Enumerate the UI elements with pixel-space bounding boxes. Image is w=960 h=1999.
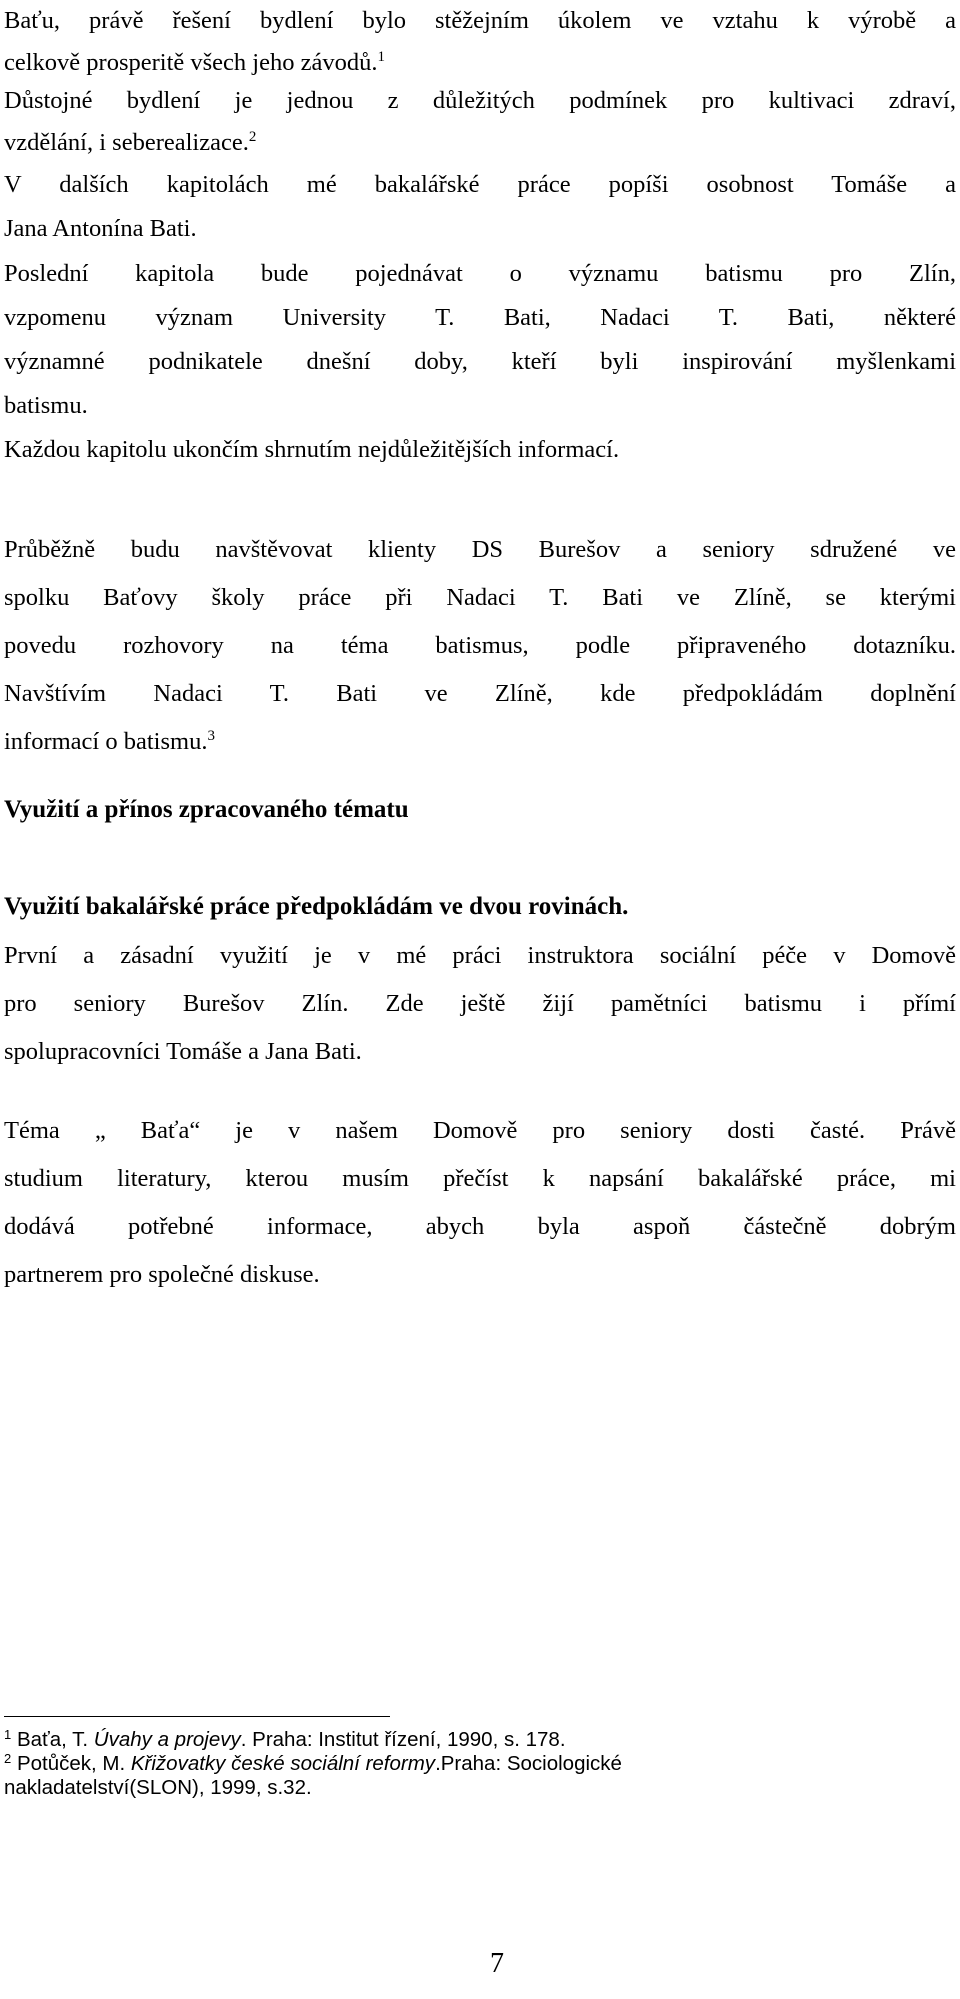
footnote-number: 1 <box>4 1727 12 1742</box>
text-line: Poslední kapitola bude pojednávat o významu batismu pro Zlín, <box>4 260 956 287</box>
paragraph-bata-topic <box>4 1107 956 1299</box>
subsection-heading: Využití bakalářské práce předpokládám ve dvou rovinách. <box>4 893 629 920</box>
section-heading: Využití a přínos zpracovaného tématu <box>4 796 409 823</box>
footnote-number: 2 <box>4 1751 12 1766</box>
paragraph-last-chapter <box>4 252 956 428</box>
footnote-separator <box>4 1716 390 1717</box>
text-line: významné podnikatele dnešní doby, kteří byli inspirování myšlenkami <box>4 348 956 375</box>
footnote-ref: 2 <box>248 129 257 145</box>
footnote-2: $^2$ Potůček, M. Křižovatky české sociální reformy.Praha: Sociologické nakladatelství(SLON), 1999, s.32. <box>4 1751 622 1799</box>
text-line: informací o batismu. <box>4 728 208 755</box>
paragraph-first-use <box>4 932 956 1076</box>
text-line: vzpomenu význam University T. Bati, Nadaci T. Bati, některé <box>4 304 956 331</box>
text-line: spolupracovníci Tomáše a Jana Bati. <box>4 1038 362 1065</box>
text-line: Každou kapitolu ukončím shrnutím nejdůležitějších informací. <box>4 436 620 463</box>
paragraph-visits <box>4 526 956 766</box>
text-line: Téma „ Baťa“ je v našem Domově pro seniory dosti časté. Právě <box>4 1117 956 1144</box>
page-number: 7 <box>490 1948 504 1979</box>
text-line: studium literatury, kterou musím přečíst k napsání bakalářské práce, mi <box>4 1165 956 1192</box>
paragraph-summary <box>4 428 956 472</box>
text-line: batismu. <box>4 392 88 419</box>
footnote-title: Úvahy a projevy <box>93 1728 241 1751</box>
text-line: Baťu, právě řešení bydlení bylo stěžejním úkolem ve vztahu k výrobě a <box>4 7 956 34</box>
footnote-ref: 1 <box>377 49 385 65</box>
footnote-1: $^1$ Baťa, T. Úvahy a projevy. Praha: Institut řízení, 1990, s. 178. <box>4 1727 566 1751</box>
text-line: Důstojné bydlení je jednou z důležitých podmínek pro kultivaci zdraví, <box>4 87 956 114</box>
text-line: vzdělání, i seberealizace. <box>4 129 249 156</box>
text-line: Jana Antonína Bati. <box>4 215 197 242</box>
text-line: dodává potřebné informace, abych byla aspoň částečně dobrým <box>4 1213 956 1240</box>
footnote-title: Křižovatky české sociální reformy <box>130 1752 436 1775</box>
footnote-ref: 3 <box>207 728 215 744</box>
paragraph-dignified-housing <box>4 80 956 164</box>
text-line: celkově prosperitě všech jeho závodů. <box>4 49 378 76</box>
text-line: První a zásadní využití je v mé práci instruktora sociální péče v Domově <box>4 942 956 969</box>
text-line: Navštívím Nadaci T. Bati ve Zlíně, kde předpokládám doplnění <box>4 680 956 707</box>
text-line: Průběžně budu navštěvovat klienty DS Burešov a seniory sdružené ve <box>4 536 956 563</box>
paragraph-chapters <box>4 163 956 251</box>
text-line: pro seniory Burešov Zlín. Zde ještě žijí pamětníci batismu i přímí <box>4 990 956 1017</box>
text-line: V dalších kapitolách mé bakalářské práce popíši osobnost Tomáše a <box>4 171 956 198</box>
paragraph-bata-housing <box>4 0 956 84</box>
text-line: povedu rozhovory na téma batismus, podle připraveného dotazníku. <box>4 632 956 659</box>
text-line: spolku Baťovy školy práce při Nadaci T. Bati ve Zlíně, se kterými <box>4 584 956 611</box>
text-line: partnerem pro společné diskuse. <box>4 1261 320 1288</box>
